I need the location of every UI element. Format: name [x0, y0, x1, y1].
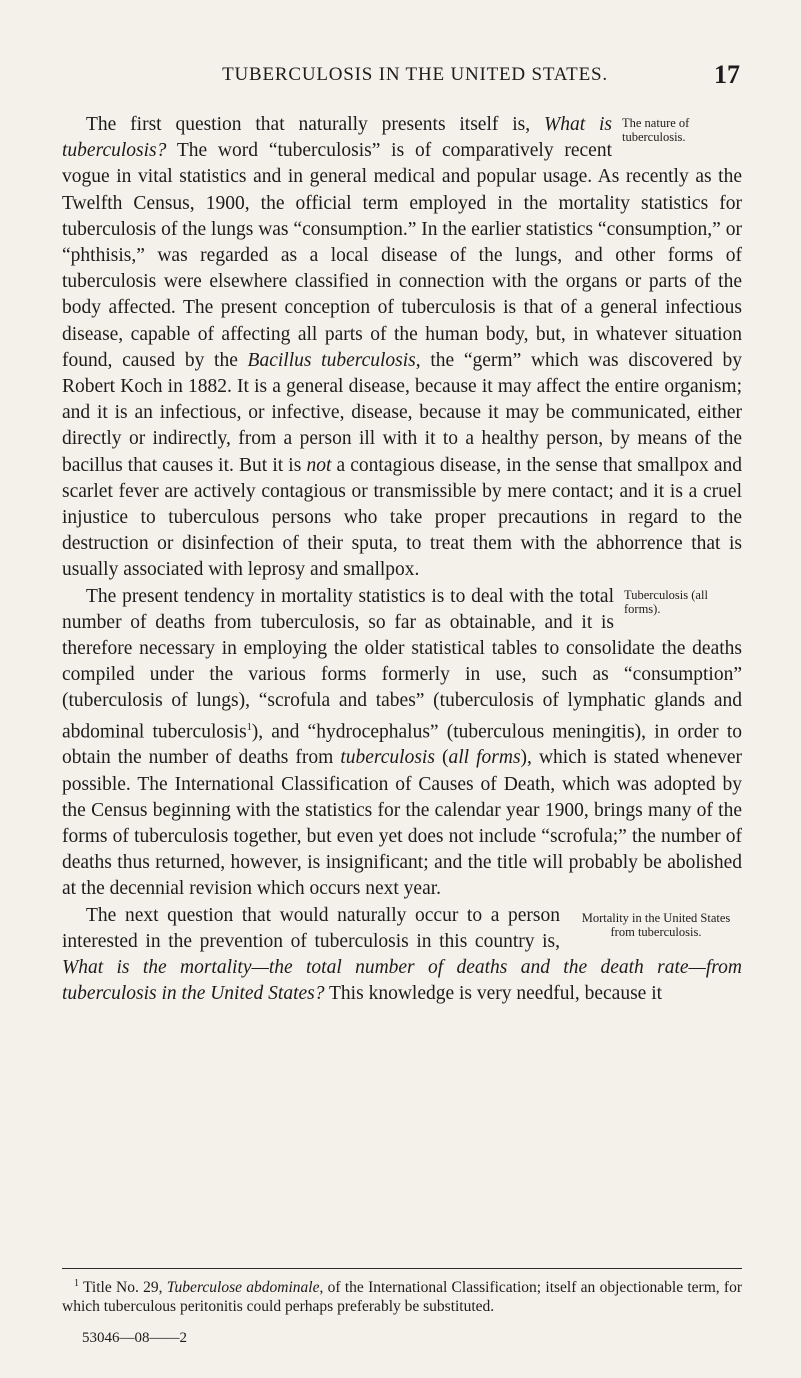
main-text [62, 112, 742, 1007]
page-header [90, 60, 740, 90]
sidenote-nature: The nature of tuberculosis. [622, 116, 690, 144]
emphasis-not: not [306, 454, 332, 476]
printer-imprint: 53046—08——2 [82, 1330, 187, 1346]
question-what-is-tuberculosis: What is tuberculosis? [62, 114, 613, 162]
paragraph-2: Tuberculosis (all forms). The present tendency in mortality statistics is to deal with the total number of deaths from tuberculosis, so far as obtainable, and it is therefore necessary in employing the older statistical tables to consolidate the deaths compiled under the various forms formerly in use, such as “consumption” (tuberculosis of lungs), “scrofula and tabes” (tuberculosis of lymphatic glands and abdominal tuberculosis$^1$), and “hydrocephalus” (tuberculous meningitis), in order to obtain the number of deaths from tuberculosis (all forms), which is stated whenever possible. The International Classification of Causes of Death, which was adopted by the Census beginning with the statistics for the calendar year 1900, brings many of the forms of tuberculosis together, but even yet does not include “scrofula;” the number of deaths thus returned, however, is insignificant; and the title will probably be abolished at the decennial revision which occurs next year. [62, 585, 743, 900]
footnote-title: Tuberculose abdominale [166, 1279, 320, 1297]
sidenote-mortality: Mortality in the United States from tuberculosis. [581, 910, 731, 939]
footnote: $^1$ Title No. 29, Tuberculose abdominale, of the International Classification; itself an objectionable term, for which tuberculous peritonitis could perhaps preferably be substituted. [62, 1278, 743, 1316]
paragraph-3: Mortality in the United States from tuberculosis. The next question that would naturally occur to a person interested in the prevention of tuberculosis in this country is, What is the mortality—the total number of deaths and the death rate—from tuberculosis in the United States? This knowledge is very needful, because it [62, 904, 742, 1005]
bacillus-name: Bacillus tuberculosis [247, 349, 416, 371]
running-title: TUBERCULOSIS IN THE UNITED STATES. [222, 64, 608, 85]
sidenote-all-forms: Tuberculosis (all forms). [624, 587, 708, 616]
footnote-reference: 1 [246, 721, 252, 733]
paragraph-1: The nature of tuberculosis. The first question that naturally presents itself is, What is tuberculosis? The word “tuberculosis” is of comparatively recent vogue in vital statistics and in general medical and popular usage. As recently as the Twelfth Census, 1900, the official term employed in the mortality statistics for tuberculosis of the lungs was “consumption.” In the earlier statistics “consumption,” or “phthisis,” was regarded as a local disease of the lungs, and other forms of tuberculosis were elsewhere classified in connection with the organs or parts of the body affected. The present conception of tuberculosis is that of a general infectious disease, capable of affecting all parts of the human body, but, in whatever situation found, caused by the Bacillus tuberculosis, the “germ” which was discovered by Robert Koch in 1882. It is a general disease, because it may affect the entire organism; and it is an infectious, or infective, disease, because it may be communicated, either directly or indirectly, from a person ill with it to a healthy person, by means of the bacillus that causes it. But it is not a contagious disease, in the sense that smallpox and scarlet fever are actively contagious or transmissible by mere contact; and it is a cruel injustice to tuberculous persons who take proper precautions in regard to the destruction or disinfection of their sputa, to treat them with the abhorrence that is usually associated with leprosy and smallpox. [62, 114, 742, 581]
question-mortality: What is the mortality—the total number of deaths and the death rate—from tuberculosis in the United States? [62, 957, 742, 1005]
page-number: 17 [714, 60, 740, 89]
footnote-marker: 1 [74, 1278, 79, 1289]
footnote-divider [62, 1268, 742, 1269]
